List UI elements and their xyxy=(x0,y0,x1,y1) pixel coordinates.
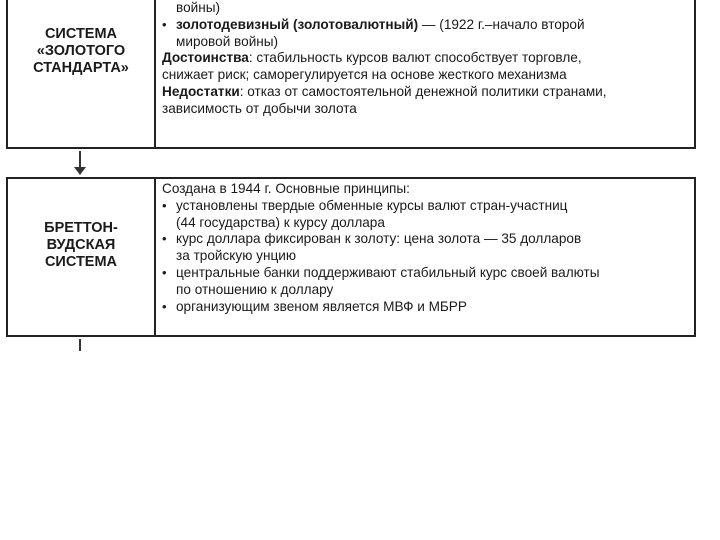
bretton-woods-content xyxy=(156,179,694,335)
bullet-icon: • xyxy=(162,16,167,32)
gold-standard-title-line: СТАНДАРТА» xyxy=(33,60,129,76)
bullet-icon: • xyxy=(162,197,167,213)
principle-line1: организующим звеном является МВФ и МБРР xyxy=(176,298,467,314)
bullet-icon: • xyxy=(162,298,167,314)
disadvantages-text: : отказ от самостоятельной денежной политики странами, xyxy=(239,83,607,99)
bretton-woods-title-line: БРЕТТОН- xyxy=(44,220,118,236)
arrow-down-icon xyxy=(74,167,86,175)
gold-standard-title-line: «ЗОЛОТОГО xyxy=(36,43,126,59)
disadvantages-label: Недостатки xyxy=(162,83,240,99)
bretton-woods-title-line: ВУДСКАЯ xyxy=(46,237,116,253)
principle-line1: центральные банки поддерживают стабильный курс своей валюты xyxy=(176,264,600,280)
bullet-icon: • xyxy=(162,231,167,247)
disadvantages-line2: зависимость от добычи золота xyxy=(162,100,357,116)
list-item xyxy=(162,231,688,248)
principle-line1: курс доллара фиксирован к золоту: цена золота — 35 долларов xyxy=(176,231,582,247)
advantages-line1 xyxy=(162,50,688,67)
list-item xyxy=(162,17,688,34)
advantages-label: Достоинства xyxy=(162,50,249,66)
gold-exchange-item-line1 xyxy=(176,17,585,34)
cut-off-line: войны) xyxy=(176,0,221,15)
gold-standard-block xyxy=(6,0,696,149)
gold-exchange-item-line2: мировой войны) xyxy=(176,33,279,49)
connector-line xyxy=(79,339,81,351)
gold-exchange-term: золотодевизный (золотовалютный) xyxy=(176,16,419,32)
bretton-woods-title-line: СИСТЕМА xyxy=(44,254,118,270)
advantages-line2: снижает риск; саморегулируется на основе жесткого механизма xyxy=(162,67,567,83)
gold-standard-title xyxy=(8,0,156,147)
disadvantages-line1 xyxy=(162,84,688,101)
list-item xyxy=(162,198,688,215)
gold-exchange-dates: — (1922 г.–начало второй xyxy=(418,16,585,32)
gold-standard-content xyxy=(156,0,694,147)
list-item xyxy=(162,299,688,316)
bullet-icon: • xyxy=(162,264,167,280)
advantages-text: : стабильность курсов валют способствует торговле, xyxy=(248,50,582,66)
bretton-woods-intro: Создана в 1944 г. Основные принципы: xyxy=(162,181,410,196)
gold-standard-title-line: СИСТЕМА xyxy=(44,26,118,42)
bretton-woods-title xyxy=(8,179,156,335)
bretton-woods-block xyxy=(6,177,696,337)
principle-line2: по отношению к доллару xyxy=(176,281,334,297)
principle-line2: за тройскую унцию xyxy=(176,248,297,264)
list-item xyxy=(162,265,688,282)
principle-line1: установлены твердые обменные курсы валют стран-участниц xyxy=(176,197,568,213)
principle-line2: (44 государства) к курсу доллара xyxy=(176,214,385,230)
